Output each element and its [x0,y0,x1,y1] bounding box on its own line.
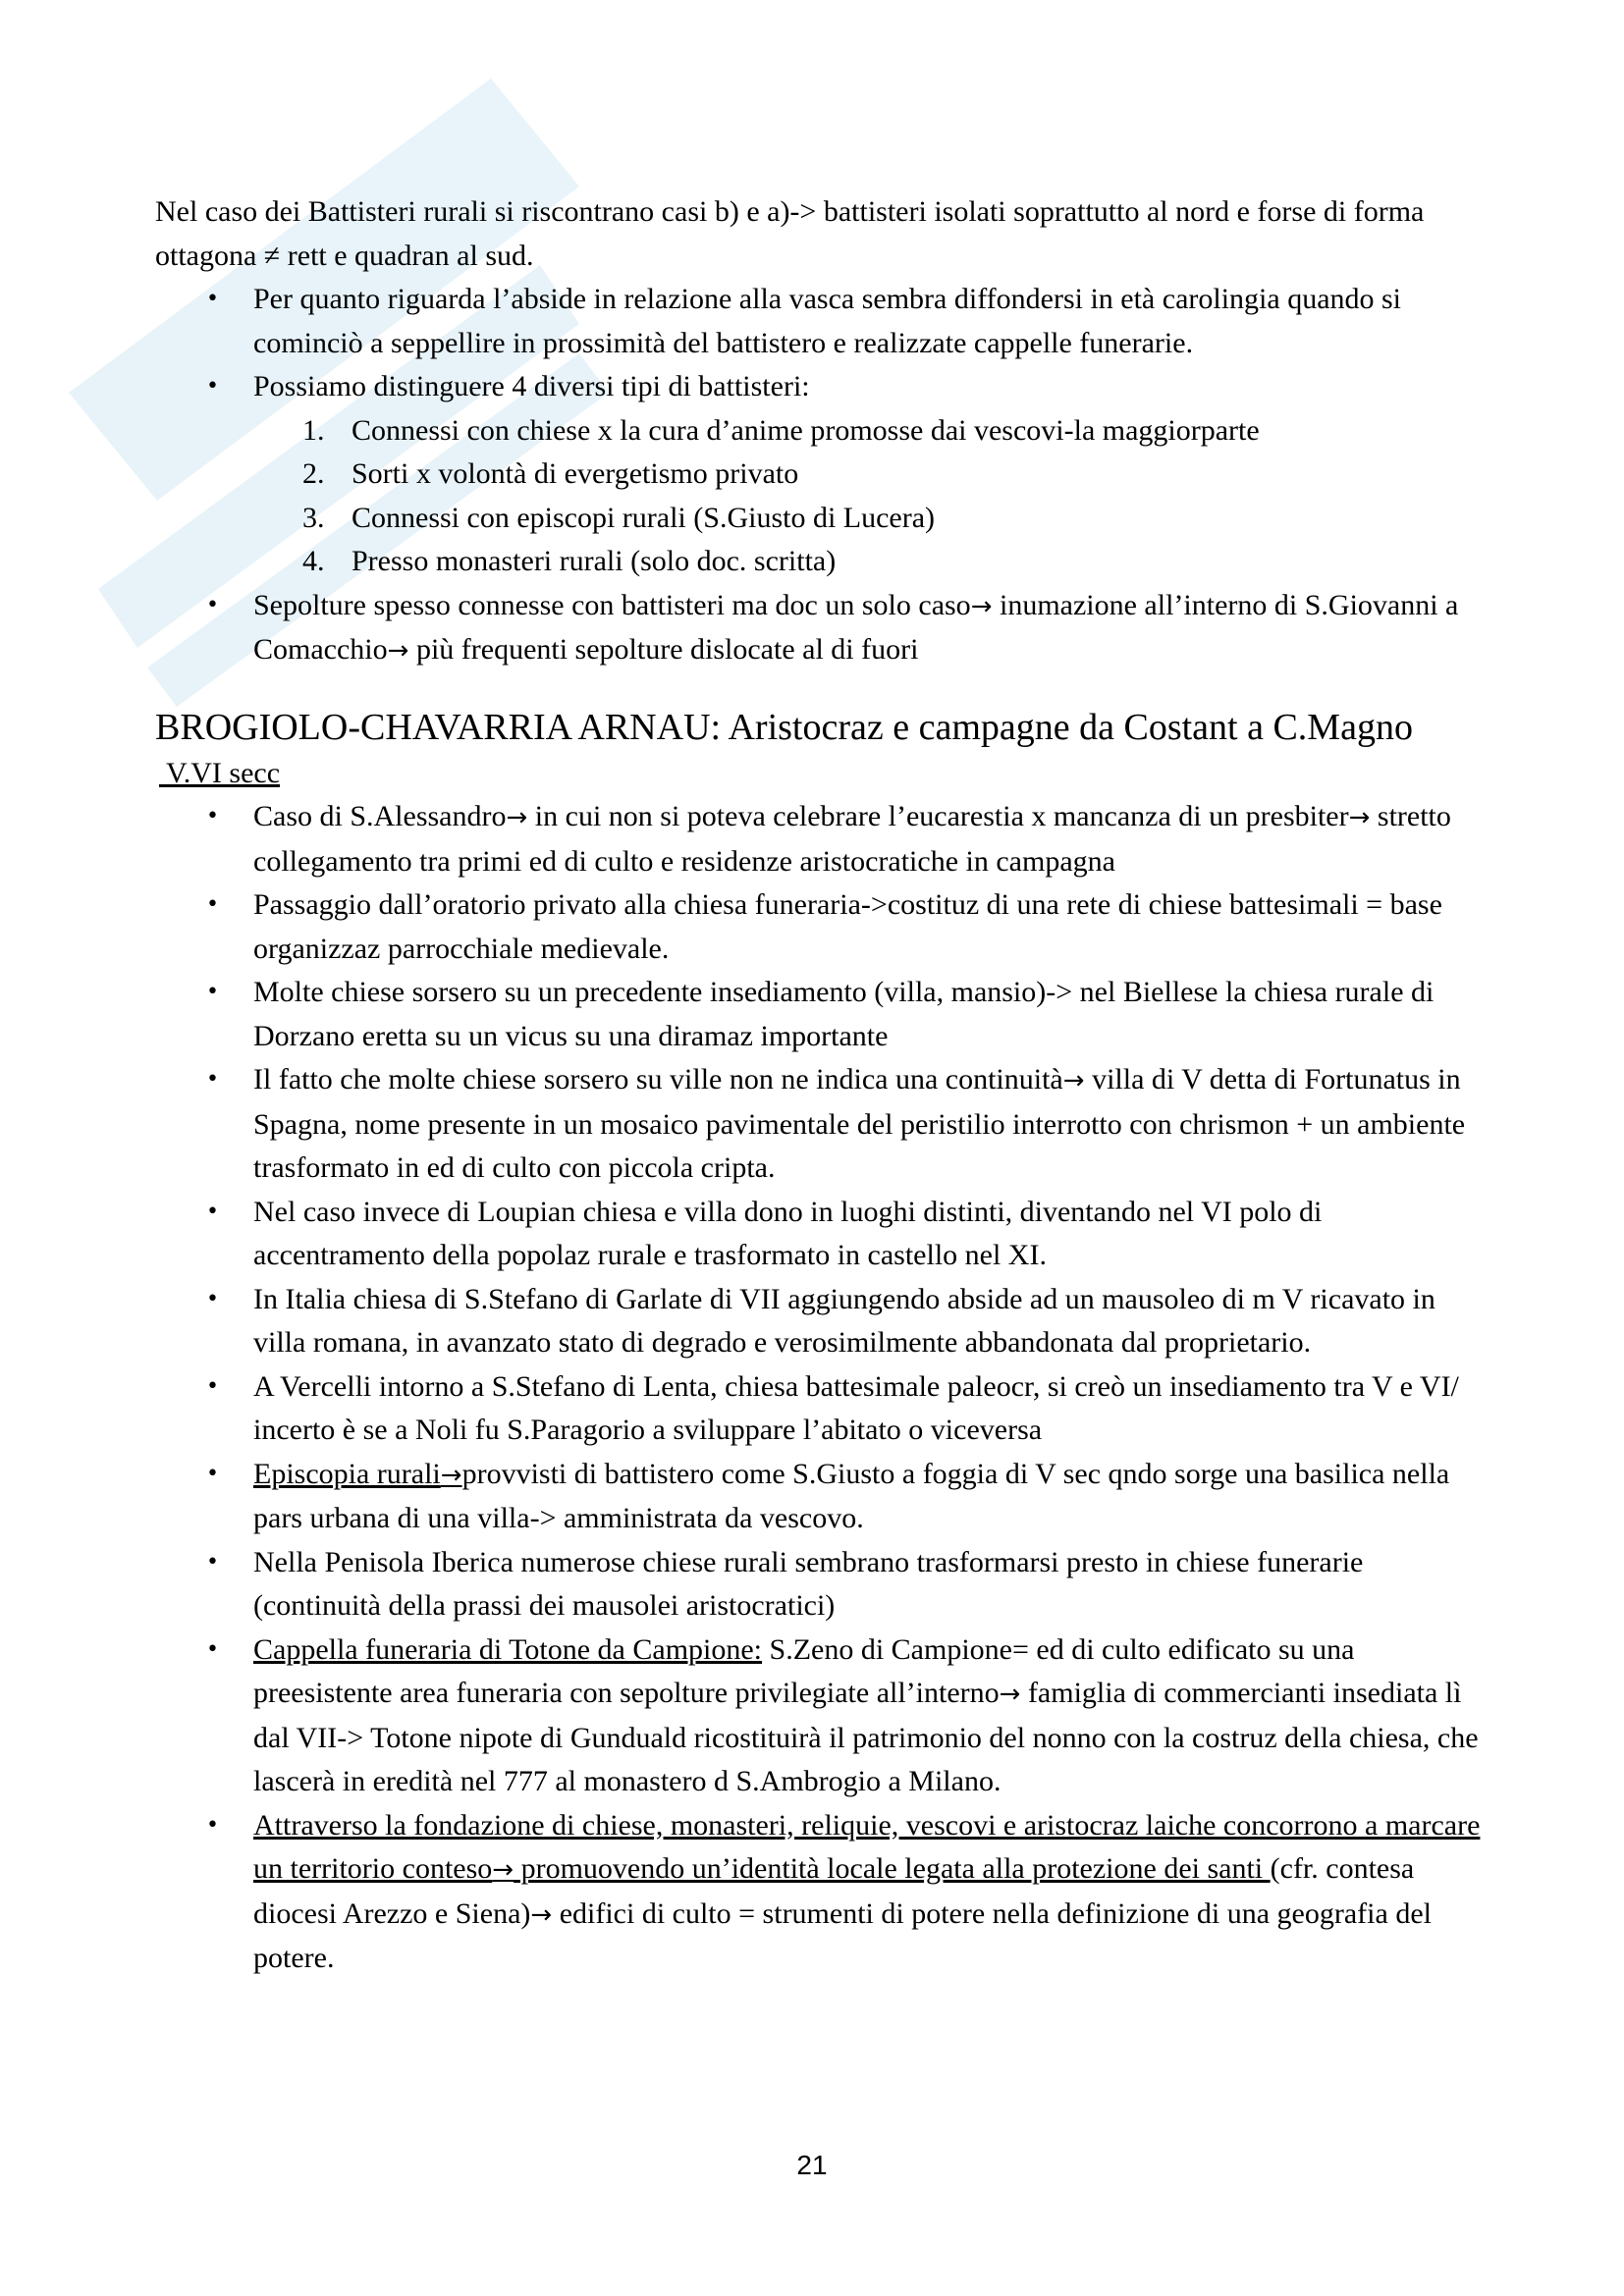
list-item: 1. Connessi con chiese x la cura d’anime promosse dai vescovi-la maggiorparte [302,413,1260,447]
list-item: 4. Presso monasteri rurali (solo doc. scritta) [302,545,837,577]
list-item: • Passaggio dall’oratorio privato alla chiesa funeraria->costituz di una rete di chiese battesimali = base organizzaz parrocchiale medievale. [155,883,1481,971]
list-item: • In Italia chiesa di S.Stefano di Garlate di VII aggiungendo abside ad un mausoleo di m V ricavato in villa romana, in avanzato stato di degrado e verosimilmente abbandonata dal proprietario. [155,1278,1481,1365]
bullet-list-sepolture [155,584,1481,673]
list-item: • Per quanto riguarda l’abside in relazione alla vasca sembra diffondersi in età carolingia quando si cominciò a seppellire in prossimità del battistero e realizzate cappelle funerarie. [155,278,1481,365]
list-item: 3. Connessi con episcopi rurali (S.Giusto di Lucera) [302,501,936,534]
arrow-icon: → [999,1680,1021,1709]
section-heading: BROGIOLO-CHAVARRIA ARNAU: Aristocraz e campagne da Costant a C.Magno [155,706,1413,748]
arrow-icon: → [1062,1066,1085,1095]
arrow-icon: → [530,1899,553,1930]
arrow-icon: → [440,1460,462,1490]
arrow-icon: → [970,591,993,621]
list-item: • Attraverso la fondazione di chiese, monasteri, reliquie, vescovi e aristocraz laiche concorrono a marcare un territorio conteso→ promuovendo un’identità locale legata alla protezione dei santi (cfr. contesa diocesi Arezzo e Siena)→ edifici di culto = strumenti di potere nella definizione di una geografia del potere. [155,1804,1481,1981]
document-page [155,190,1481,1981]
list-item: • A Vercelli intorno a S.Stefano di Lenta, chiesa battesimale paleocr, si creò un insediamento tra V e VI/ incerto è se a Noli fu S.Paragorio a sviluppare l’abitato o viceversa [155,1365,1481,1453]
list-item: • Cappella funeraria di Totone da Campione: S.Zeno di Campione= ed di culto edificato su una preesistente area funeraria con sepolture privilegiate all’interno→ famiglia di commercianti insediata lì dal VII-> Totone nipote di Gunduald ricostituirà il patrimonio del nonno con la costruz della chiesa, che lascerà in eredità nel 777 al monastero d S.Ambrogio a Milano. [155,1629,1481,1804]
list-item: • Episcopia rurali→provvisti di battistero come S.Giusto a foggia di V sec qndo sorge una basilica nella pars urbana di una villa-> amministrata da vescovo. [155,1453,1481,1541]
list-item: • Sepolture spesso connesse con battisteri ma doc un solo caso→ inumazione all’interno di S.Giovanni a Comacchio→ più frequenti sepolture dislocate al di fuori [155,584,1481,673]
list-item: • Il fatto che molte chiese sorsero su ville non ne indica una continuità→ villa di V detta di Fortunatus in Spagna, nome presente in un mosaico pavimentale del peristilio interrotto con chrismon + un ambiente trasformato in ed di culto con piccola cripta. [155,1058,1481,1191]
arrow-icon: → [506,803,528,832]
list-item: • Molte chiese sorsero su un precedente insediamento (villa, mansio)-> nel Biellese la chiesa rurale di Dorzano eretta su un vicus su una diramaz importante [155,971,1481,1058]
list-item: 2. Sorti x volontà di evergetismo privato [302,457,799,490]
list-item: • Caso di S.Alessandro→ in cui non si poteva celebrare l’eucarestia x mancanza di un presbiter→ stretto collegamento tra primi ed di culto e residenze aristocratiche in campagna [155,795,1481,883]
arrow-icon: → [387,636,409,666]
bullet-list-chiese [155,795,1481,1981]
page-number: 21 [796,2150,828,2180]
arrow-icon: → [1348,803,1371,832]
arrow-icon: → [492,1855,514,1885]
list-item: • Nella Penisola Iberica numerose chiese rurali sembrano trasformarsi presto in chiese funerarie (continuità della prassi dei mausolei aristocratici) [155,1541,1481,1629]
numbered-list-types [155,409,1481,584]
section-subheading: V.VI secc [159,756,281,789]
list-item: • Possiamo distinguere 4 diversi tipi di battisteri: [155,365,1481,409]
list-item: • Nel caso invece di Loupian chiesa e villa dono in luoghi distinti, diventando nel VI polo di accentramento della popolaz rurale e trasformato in castello nel XI. [155,1191,1481,1278]
bullet-list-battisteri [155,278,1481,409]
intro-paragraph: Nel caso dei Battisteri rurali si riscontrano casi b) e a)-> battisteri isolati soprattutto al nord e forse di forma ottagona ≠ rett e quadran al sud. [155,195,1425,272]
